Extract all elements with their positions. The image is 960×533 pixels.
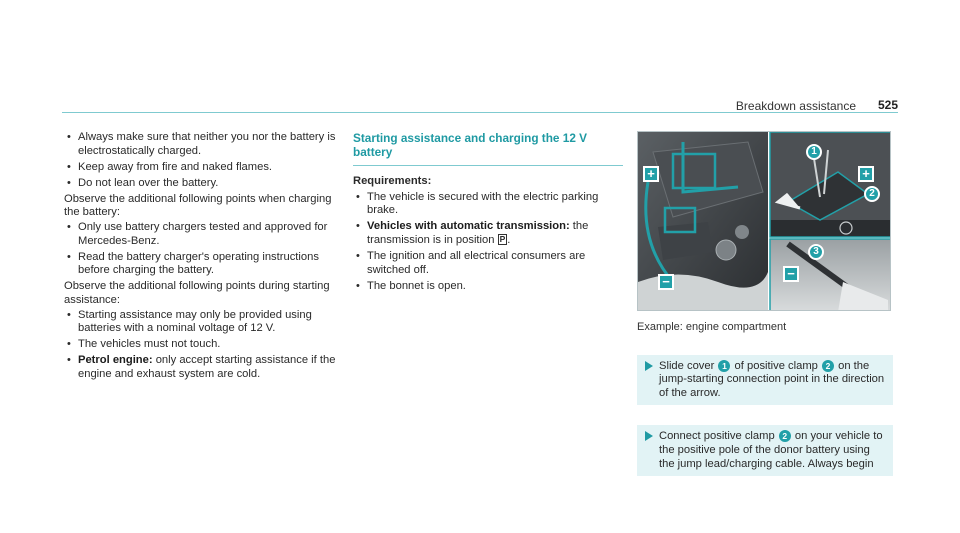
requirements-list: [353, 191, 623, 294]
list-item: • Starting assistance may only be provided using batteries with a nominal voltage of 12 V.: [64, 309, 340, 336]
left-column: [64, 131, 340, 384]
section-title: Starting assistance and charging the 12 V battery: [353, 131, 623, 166]
requirements-label: Requirements:: [353, 175, 432, 187]
plus-badge-left: +: [643, 166, 659, 182]
step-text: Connect positive clamp: [659, 430, 778, 443]
list-item: • Only use battery chargers tested and approved for Mercedes-Benz.: [64, 221, 340, 248]
list-item: • The ignition and all electrical consumers are switched off.: [353, 250, 623, 277]
safety-bullets: [64, 131, 340, 190]
charging-bullets: [64, 221, 340, 278]
step-text: on the jump-starting connection point in the direction of the arrow.: [659, 359, 885, 399]
step-text: on your vehicle to the positive pole of the donor battery using the jump lead/charging cable. Always begin: [659, 430, 883, 470]
paragraph-charging: Observe the additional following points when charging the battery:: [64, 192, 332, 219]
minus-badge-right: −: [783, 266, 799, 282]
callout-2: 2: [864, 186, 880, 202]
petrol-label: Petrol engine:: [78, 354, 153, 367]
middle-column: [353, 131, 623, 296]
automatic-end: .: [507, 233, 511, 246]
list-item: • The vehicles must not touch.: [64, 338, 340, 352]
list-item: • Always make sure that neither you nor the battery is electrostatically charged.: [64, 131, 340, 158]
list-item: • Keep away from fire and naked flames.: [64, 161, 340, 175]
engine-illustration: [638, 132, 891, 311]
list-item: • Do not lean over the battery.: [64, 177, 340, 191]
callout-1: 1: [806, 144, 822, 160]
step-text: of positive clamp: [731, 359, 821, 372]
step-2: [637, 425, 893, 476]
paragraph-starting: Observe the additional following points during starting assistance:: [64, 280, 330, 307]
step-arrow-icon: [645, 361, 653, 371]
step-arrow-icon: [645, 431, 653, 441]
minus-badge-left: −: [658, 274, 674, 290]
engine-compartment-figure: [637, 131, 891, 311]
step-text: Slide cover: [659, 359, 718, 372]
list-item: [353, 220, 623, 247]
figure-caption: Example: engine compartment: [637, 321, 787, 333]
header-section-title: Breakdown assistance: [735, 99, 856, 113]
petrol-text: only accept starting assistance if the engine and exhaust system are cold.: [78, 354, 336, 380]
plus-badge-right: +: [858, 166, 874, 182]
starting-bullets: [64, 309, 340, 382]
callout-3: 3: [808, 244, 824, 260]
list-item: [64, 354, 340, 381]
right-column: [637, 131, 893, 476]
list-item: • The bonnet is open.: [353, 280, 623, 294]
automatic-text: the transmission is in position: [367, 220, 589, 246]
page-number: 525: [877, 98, 898, 112]
step-1: [637, 355, 893, 406]
callout-number: 1: [718, 360, 730, 372]
callout-number: 2: [822, 360, 834, 372]
list-item: • Read the battery charger's operating instructions before charging the battery.: [64, 251, 340, 278]
list-item: • The vehicle is secured with the electric parking brake.: [353, 191, 623, 218]
park-position-icon: P: [499, 233, 506, 244]
automatic-label: Vehicles with automatic transmission:: [367, 220, 570, 233]
callout-number: 2: [779, 430, 791, 442]
